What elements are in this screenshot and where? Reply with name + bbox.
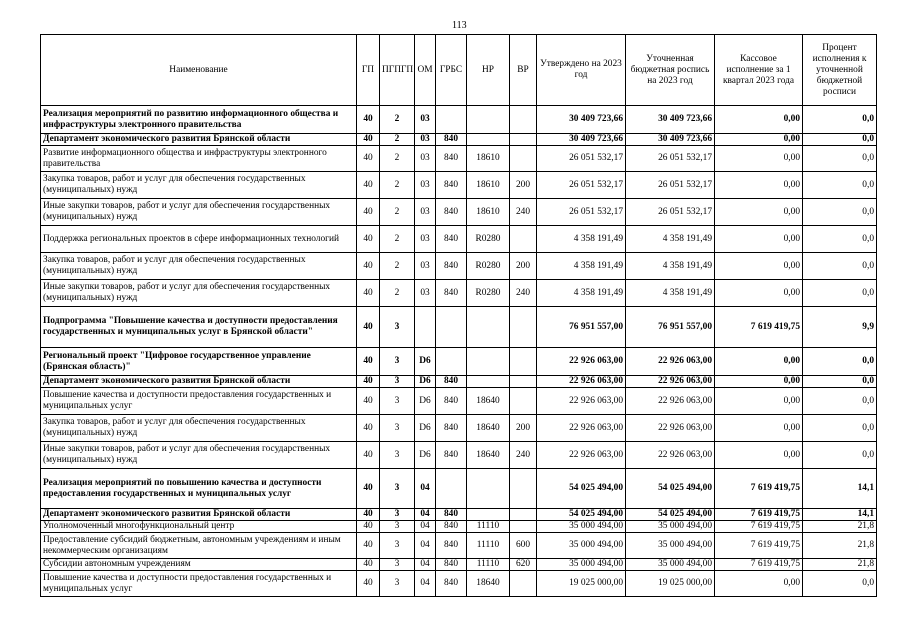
cell-grbs: 840: [436, 146, 467, 172]
cell-percent: 0,0: [803, 571, 877, 597]
col-header-om: ОМ: [415, 35, 436, 106]
cell-gp: 40: [357, 253, 380, 280]
budget-execution-table: [40, 34, 877, 597]
cell-cash: 0,00: [715, 172, 803, 199]
cell-percent: 9,9: [803, 307, 877, 348]
cell-pgp: 2: [380, 146, 415, 172]
cell-gp: 40: [357, 415, 380, 442]
cell-cash: 0,00: [715, 199, 803, 226]
cell-vr: 240: [510, 199, 537, 226]
col-header-cash: Кассовое исполнение за 1 квартал 2023 года: [715, 35, 803, 106]
cell-approved: 22 926 063,00: [537, 388, 626, 415]
table-row: [41, 146, 877, 172]
cell-name: Департамент экономического развития Брянской области: [41, 376, 357, 388]
cell-grbs: 840: [436, 280, 467, 307]
cell-percent: 0,0: [803, 106, 877, 134]
cell-pgp: 3: [380, 307, 415, 348]
cell-gp: 40: [357, 199, 380, 226]
cell-nr: [467, 469, 510, 509]
cell-gp: 40: [357, 134, 380, 146]
cell-refined: 26 051 532,17: [626, 172, 715, 199]
cell-vr: 200: [510, 253, 537, 280]
cell-name: Закупка товаров, работ и услуг для обеспечения государственных (муниципальных) нужд: [41, 253, 357, 280]
cell-om: D6: [415, 442, 436, 469]
cell-pgp: 3: [380, 442, 415, 469]
cell-refined: 22 926 063,00: [626, 442, 715, 469]
table-header-row: [41, 35, 877, 106]
table-row: [41, 469, 877, 509]
cell-refined: 54 025 494,00: [626, 469, 715, 509]
cell-pgp: 3: [380, 521, 415, 533]
cell-refined: 35 000 494,00: [626, 533, 715, 559]
cell-percent: 21,8: [803, 559, 877, 571]
cell-approved: 22 926 063,00: [537, 415, 626, 442]
cell-gp: 40: [357, 571, 380, 597]
cell-om: 03: [415, 280, 436, 307]
cell-grbs: 840: [436, 199, 467, 226]
cell-nr: 18610: [467, 172, 510, 199]
cell-pgp: 3: [380, 559, 415, 571]
cell-vr: [510, 106, 537, 134]
cell-name: Предоставление субсидий бюджетным, автономным учреждениям и иным некоммерческим организациям: [41, 533, 357, 559]
cell-percent: 14,1: [803, 509, 877, 521]
cell-vr: 240: [510, 442, 537, 469]
cell-refined: 35 000 494,00: [626, 521, 715, 533]
cell-approved: 35 000 494,00: [537, 533, 626, 559]
cell-approved: 26 051 532,17: [537, 172, 626, 199]
cell-cash: 0,00: [715, 415, 803, 442]
cell-approved: 54 025 494,00: [537, 509, 626, 521]
cell-grbs: 840: [436, 442, 467, 469]
cell-refined: 22 926 063,00: [626, 388, 715, 415]
cell-pgp: 2: [380, 172, 415, 199]
cell-cash: 0,00: [715, 348, 803, 376]
cell-pgp: 3: [380, 571, 415, 597]
cell-pgp: 2: [380, 134, 415, 146]
cell-cash: 0,00: [715, 388, 803, 415]
cell-vr: [510, 469, 537, 509]
cell-percent: 0,0: [803, 199, 877, 226]
cell-cash: 0,00: [715, 106, 803, 134]
cell-vr: [510, 348, 537, 376]
table-row: [41, 172, 877, 199]
cell-approved: 22 926 063,00: [537, 348, 626, 376]
cell-percent: 0,0: [803, 226, 877, 253]
cell-cash: 7 619 419,75: [715, 521, 803, 533]
cell-om: D6: [415, 348, 436, 376]
cell-grbs: 840: [436, 134, 467, 146]
cell-gp: 40: [357, 146, 380, 172]
cell-grbs: [436, 307, 467, 348]
cell-grbs: 840: [436, 388, 467, 415]
cell-name: Департамент экономического развития Брянской области: [41, 509, 357, 521]
cell-gp: 40: [357, 559, 380, 571]
table-row: [41, 307, 877, 348]
cell-refined: 76 951 557,00: [626, 307, 715, 348]
cell-percent: 0,0: [803, 146, 877, 172]
cell-vr: [510, 307, 537, 348]
cell-vr: 200: [510, 172, 537, 199]
cell-name: Субсидии автономным учреждениям: [41, 559, 357, 571]
cell-approved: 4 358 191,49: [537, 280, 626, 307]
cell-om: 04: [415, 533, 436, 559]
table-row: [41, 226, 877, 253]
cell-pgp: 3: [380, 509, 415, 521]
cell-vr: [510, 509, 537, 521]
table-row: [41, 348, 877, 376]
cell-om: 04: [415, 509, 436, 521]
cell-name: Реализация мероприятий по повышению качества и доступности предоставления государственных и муниципальных услуг: [41, 469, 357, 509]
cell-cash: 0,00: [715, 253, 803, 280]
cell-percent: 0,0: [803, 253, 877, 280]
cell-cash: 7 619 419,75: [715, 469, 803, 509]
col-header-pgp: ПГПГП: [380, 35, 415, 106]
cell-pgp: 2: [380, 253, 415, 280]
cell-grbs: 840: [436, 521, 467, 533]
cell-gp: 40: [357, 388, 380, 415]
col-header-nr: НР: [467, 35, 510, 106]
cell-name: Поддержка региональных проектов в сфере информационных технологий: [41, 226, 357, 253]
cell-cash: 7 619 419,75: [715, 533, 803, 559]
cell-nr: [467, 106, 510, 134]
cell-grbs: [436, 106, 467, 134]
cell-name: Реализация мероприятий по развитию информационного общества и инфраструктуры электронного правительства: [41, 106, 357, 134]
cell-approved: 35 000 494,00: [537, 559, 626, 571]
col-header-vr: ВР: [510, 35, 537, 106]
cell-om: 03: [415, 226, 436, 253]
cell-name: Иные закупки товаров, работ и услуг для обеспечения государственных (муниципальных) нужд: [41, 280, 357, 307]
cell-vr: [510, 521, 537, 533]
cell-om: 03: [415, 253, 436, 280]
cell-pgp: 3: [380, 415, 415, 442]
cell-name: Закупка товаров, работ и услуг для обеспечения государственных (муниципальных) нужд: [41, 172, 357, 199]
cell-om: 04: [415, 571, 436, 597]
cell-pgp: 2: [380, 106, 415, 134]
cell-nr: 18640: [467, 415, 510, 442]
table-row: [41, 559, 877, 571]
cell-om: D6: [415, 415, 436, 442]
cell-refined: 26 051 532,17: [626, 199, 715, 226]
cell-gp: 40: [357, 307, 380, 348]
cell-gp: 40: [357, 280, 380, 307]
cell-approved: 30 409 723,66: [537, 106, 626, 134]
cell-vr: 240: [510, 280, 537, 307]
cell-approved: 26 051 532,17: [537, 199, 626, 226]
cell-refined: 19 025 000,00: [626, 571, 715, 597]
cell-percent: 21,8: [803, 533, 877, 559]
cell-vr: [510, 226, 537, 253]
cell-refined: 35 000 494,00: [626, 559, 715, 571]
cell-grbs: 840: [436, 376, 467, 388]
cell-percent: 0,0: [803, 348, 877, 376]
cell-om: D6: [415, 388, 436, 415]
cell-approved: 4 358 191,49: [537, 253, 626, 280]
cell-pgp: 2: [380, 226, 415, 253]
cell-gp: 40: [357, 533, 380, 559]
cell-nr: R0280: [467, 253, 510, 280]
cell-grbs: 840: [436, 415, 467, 442]
table-row: [41, 388, 877, 415]
cell-name: Повышение качества и доступности предоставления государственных и муниципальных услуг: [41, 571, 357, 597]
cell-nr: [467, 134, 510, 146]
cell-grbs: 840: [436, 226, 467, 253]
cell-percent: 0,0: [803, 280, 877, 307]
cell-name: Департамент экономического развития Брянской области: [41, 134, 357, 146]
cell-om: 03: [415, 172, 436, 199]
cell-vr: [510, 376, 537, 388]
cell-refined: 4 358 191,49: [626, 280, 715, 307]
cell-nr: R0280: [467, 280, 510, 307]
cell-vr: 200: [510, 415, 537, 442]
cell-nr: [467, 307, 510, 348]
cell-approved: 4 358 191,49: [537, 226, 626, 253]
cell-percent: 0,0: [803, 376, 877, 388]
cell-name: Повышение качества и доступности предоставления государственных и муниципальных услуг: [41, 388, 357, 415]
cell-grbs: 840: [436, 172, 467, 199]
cell-name: Региональный проект "Цифровое государственное управление (Брянская область)": [41, 348, 357, 376]
cell-percent: 0,0: [803, 415, 877, 442]
cell-nr: R0280: [467, 226, 510, 253]
col-header-gp: ГП: [357, 35, 380, 106]
cell-pgp: 2: [380, 199, 415, 226]
cell-approved: 19 025 000,00: [537, 571, 626, 597]
cell-gp: 40: [357, 106, 380, 134]
table-row: [41, 509, 877, 521]
cell-percent: 21,8: [803, 521, 877, 533]
cell-approved: 30 409 723,66: [537, 134, 626, 146]
cell-gp: 40: [357, 469, 380, 509]
cell-cash: 0,00: [715, 442, 803, 469]
cell-nr: 18640: [467, 571, 510, 597]
cell-vr: [510, 146, 537, 172]
cell-om: 03: [415, 146, 436, 172]
cell-nr: 18610: [467, 146, 510, 172]
page-number: 113: [452, 20, 467, 31]
cell-nr: [467, 509, 510, 521]
cell-gp: 40: [357, 376, 380, 388]
cell-om: 04: [415, 559, 436, 571]
cell-pgp: 3: [380, 388, 415, 415]
table-row: [41, 134, 877, 146]
cell-om: 04: [415, 521, 436, 533]
table-row: [41, 253, 877, 280]
cell-vr: [510, 388, 537, 415]
col-header-refined: Уточненная бюджетная роспись на 2023 год: [626, 35, 715, 106]
cell-om: 03: [415, 134, 436, 146]
cell-refined: 4 358 191,49: [626, 226, 715, 253]
cell-om: D6: [415, 376, 436, 388]
table-row: [41, 106, 877, 134]
cell-cash: 7 619 419,75: [715, 509, 803, 521]
cell-name: Закупка товаров, работ и услуг для обеспечения государственных (муниципальных) нужд: [41, 415, 357, 442]
cell-cash: 0,00: [715, 571, 803, 597]
cell-grbs: 840: [436, 253, 467, 280]
table-body: [41, 106, 877, 597]
cell-refined: 54 025 494,00: [626, 509, 715, 521]
cell-grbs: 840: [436, 533, 467, 559]
cell-cash: 0,00: [715, 226, 803, 253]
cell-percent: 0,0: [803, 388, 877, 415]
cell-grbs: 840: [436, 571, 467, 597]
cell-cash: 0,00: [715, 376, 803, 388]
cell-gp: 40: [357, 348, 380, 376]
cell-approved: 26 051 532,17: [537, 146, 626, 172]
cell-nr: 11110: [467, 533, 510, 559]
cell-cash: 7 619 419,75: [715, 559, 803, 571]
cell-pgp: 3: [380, 348, 415, 376]
cell-gp: 40: [357, 226, 380, 253]
cell-name: Иные закупки товаров, работ и услуг для обеспечения государственных (муниципальных) нужд: [41, 199, 357, 226]
table-row: [41, 571, 877, 597]
cell-name: Подпрограмма "Повышение качества и доступности предоставления государственных и муниципальных услуг в Брянской области": [41, 307, 357, 348]
cell-gp: 40: [357, 442, 380, 469]
cell-approved: 54 025 494,00: [537, 469, 626, 509]
cell-gp: 40: [357, 509, 380, 521]
cell-cash: 0,00: [715, 280, 803, 307]
cell-refined: 30 409 723,66: [626, 134, 715, 146]
cell-cash: 7 619 419,75: [715, 307, 803, 348]
cell-pgp: 2: [380, 280, 415, 307]
cell-refined: 4 358 191,49: [626, 253, 715, 280]
cell-pgp: 3: [380, 533, 415, 559]
cell-grbs: 840: [436, 509, 467, 521]
cell-nr: 11110: [467, 521, 510, 533]
cell-refined: 22 926 063,00: [626, 376, 715, 388]
cell-approved: 22 926 063,00: [537, 442, 626, 469]
table-row: [41, 280, 877, 307]
cell-gp: 40: [357, 521, 380, 533]
col-header-name: Наименование: [41, 35, 357, 106]
cell-refined: 26 051 532,17: [626, 146, 715, 172]
cell-percent: 14,1: [803, 469, 877, 509]
cell-pgp: 3: [380, 376, 415, 388]
cell-refined: 22 926 063,00: [626, 415, 715, 442]
cell-om: 04: [415, 469, 436, 509]
cell-pgp: 3: [380, 469, 415, 509]
cell-vr: [510, 571, 537, 597]
cell-percent: 0,0: [803, 134, 877, 146]
cell-cash: 0,00: [715, 146, 803, 172]
cell-grbs: 840: [436, 559, 467, 571]
cell-nr: 18640: [467, 442, 510, 469]
cell-cash: 0,00: [715, 134, 803, 146]
cell-vr: 620: [510, 559, 537, 571]
cell-nr: [467, 376, 510, 388]
table-row: [41, 199, 877, 226]
cell-om: 03: [415, 106, 436, 134]
table-row: [41, 376, 877, 388]
cell-nr: 11110: [467, 559, 510, 571]
cell-grbs: [436, 348, 467, 376]
cell-nr: 18640: [467, 388, 510, 415]
cell-nr: 18610: [467, 199, 510, 226]
table-row: [41, 533, 877, 559]
cell-name: Иные закупки товаров, работ и услуг для обеспечения государственных (муниципальных) нужд: [41, 442, 357, 469]
cell-gp: 40: [357, 172, 380, 199]
cell-refined: 22 926 063,00: [626, 348, 715, 376]
col-header-approved: Утверждено на 2023 год: [537, 35, 626, 106]
cell-name: Уполномоченный многофункциональный центр: [41, 521, 357, 533]
cell-percent: 0,0: [803, 172, 877, 199]
col-header-grbs: ГРБС: [436, 35, 467, 106]
cell-approved: 76 951 557,00: [537, 307, 626, 348]
cell-percent: 0,0: [803, 442, 877, 469]
cell-om: 03: [415, 199, 436, 226]
cell-grbs: [436, 469, 467, 509]
cell-nr: [467, 348, 510, 376]
cell-name: Развитие информационного общества и инфраструктуры электронного правительства: [41, 146, 357, 172]
col-header-percent: Процент исполнения к уточненной бюджетной росписи: [803, 35, 877, 106]
cell-refined: 30 409 723,66: [626, 106, 715, 134]
cell-approved: 22 926 063,00: [537, 376, 626, 388]
cell-vr: 600: [510, 533, 537, 559]
table-row: [41, 521, 877, 533]
cell-vr: [510, 134, 537, 146]
cell-approved: 35 000 494,00: [537, 521, 626, 533]
table-row: [41, 415, 877, 442]
table-row: [41, 442, 877, 469]
cell-om: [415, 307, 436, 348]
